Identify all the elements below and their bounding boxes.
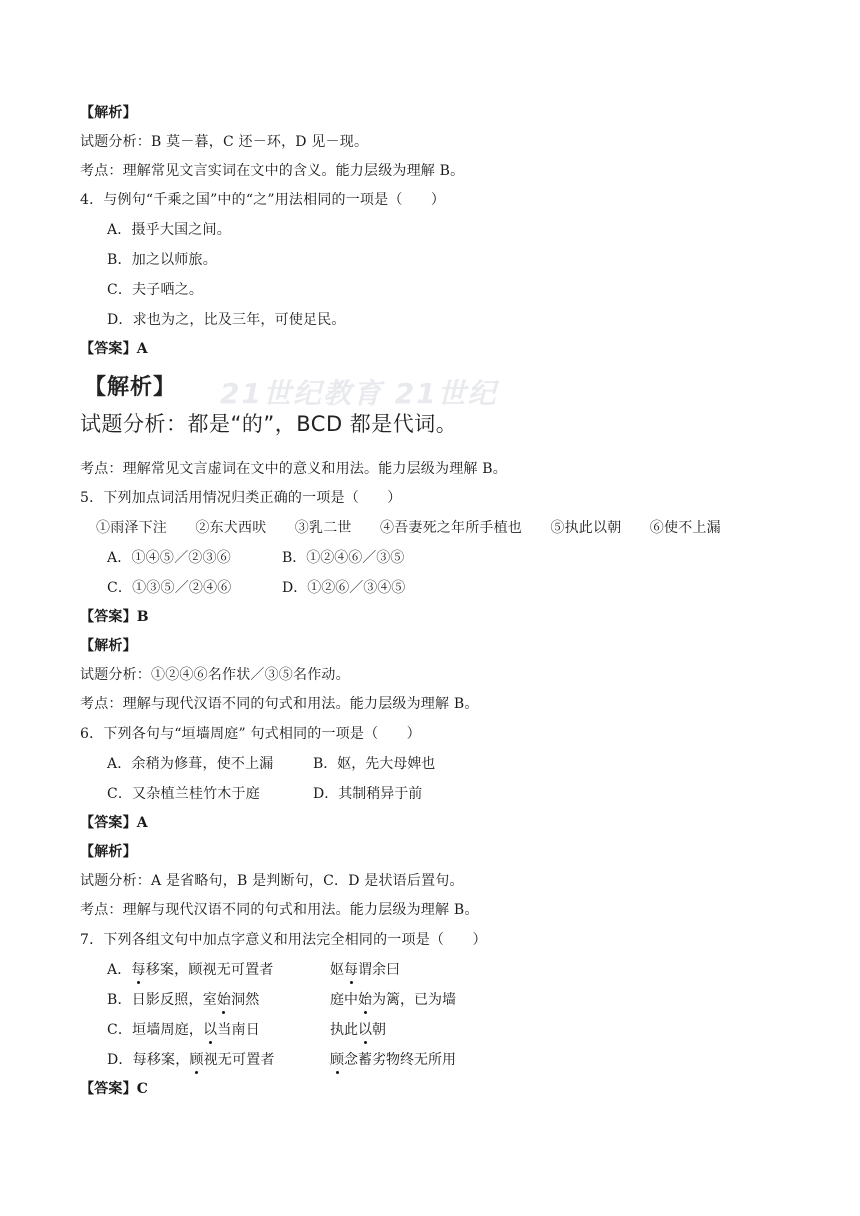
image-analysis-heading: 【解析】 xyxy=(84,375,177,400)
analysis-image xyxy=(80,368,540,442)
dotted-character: 顾 xyxy=(330,1052,344,1068)
question-5-option-b: B．①②④⑥／③⑤ xyxy=(282,550,405,566)
question-7-option-a: A．每移案，顾视无可置者 xyxy=(107,962,274,978)
watermark-logo: 21世纪教育 21世纪 xyxy=(220,377,498,410)
question-5-option-c: C．①③⑤／②④⑥ xyxy=(107,580,232,596)
analysis-text: 试题分析：A 是省略句，B 是判断句，C．D 是状语后置句。 xyxy=(80,873,464,889)
dotted-character: 以 xyxy=(358,1022,372,1038)
question-4-option-c: C．夫子哂之。 xyxy=(107,282,204,298)
question-4-option-d: D．求也为之，比及三年，可使足民。 xyxy=(107,312,346,328)
question-6-option-a: A．余稍为修葺，使不上漏 xyxy=(107,756,274,772)
answer-4: 【答案】A xyxy=(80,341,148,357)
dotted-character: 每 xyxy=(344,962,358,978)
question-7-option-b-pair: 庭中始为篱，已为墙 xyxy=(330,992,456,1008)
question-6: 6．下列各句与“垣墙周庭” 句式相同的一项是（ ） xyxy=(80,726,421,742)
dotted-character: 始 xyxy=(216,992,232,1008)
analysis-text: 试题分析：B 莫－暮，C 还－环，D 见－现。 xyxy=(80,134,369,150)
analysis-heading: 【解析】 xyxy=(80,638,137,654)
question-4: 4．与例句“千乘之国”中的“之”用法相同的一项是（ ） xyxy=(80,192,446,208)
analysis-heading: 【解析】 xyxy=(80,844,137,860)
question-5-items: ①雨泽下注 ②东犬西吠 ③乳二世 ④吾妻死之年所手植也 ⑤执此以朝 ⑥使不上漏 xyxy=(96,520,721,536)
question-4-option-b: B．加之以师旅。 xyxy=(107,252,217,268)
key-point-text: 考点：理解与现代汉语不同的句式和用法。能力层级为理解 B。 xyxy=(80,902,479,918)
analysis-heading: 【解析】 xyxy=(80,105,137,121)
question-7-option-a-pair: 妪每谓余曰 xyxy=(330,962,400,978)
image-analysis-text: 试题分析：都是“的”，BCD 都是代词。 xyxy=(80,412,458,436)
question-4-option-a: A．摄乎大国之间。 xyxy=(107,222,231,238)
question-7-option-d: D．每移案，顾视无可置者 xyxy=(107,1052,275,1068)
question-5-option-d: D．①②⑥／③④⑤ xyxy=(282,580,406,596)
question-7: 7．下列各组文句中加点字意义和用法完全相同的一项是（ ） xyxy=(80,932,487,948)
key-point-text: 考点：理解与现代汉语不同的句式和用法。能力层级为理解 B。 xyxy=(80,696,479,712)
key-point-text: 考点：理解常见文言实词在文中的含义。能力层级为理解 B。 xyxy=(80,163,465,179)
key-point-text: 考点：理解常见文言虚词在文中的意义和用法。能力层级为理解 B。 xyxy=(80,461,507,477)
dotted-character: 始 xyxy=(358,992,372,1008)
question-7-option-c-pair: 执此以朝 xyxy=(330,1022,386,1038)
question-6-option-b: B．妪，先大母婢也 xyxy=(313,756,436,772)
answer-5: 【答案】B xyxy=(80,609,149,625)
question-7-option-b: B．日影反照，室始洞然 xyxy=(107,992,260,1008)
dotted-character: 以 xyxy=(203,1022,218,1038)
question-6-option-c: C．又杂植兰桂竹木于庭 xyxy=(107,786,260,802)
question-7-option-c: C．垣墙周庭，以当南日 xyxy=(107,1022,260,1038)
answer-7: 【答案】C xyxy=(80,1081,149,1097)
dotted-character: 顾 xyxy=(189,1052,204,1068)
analysis-text: 试题分析：①②④⑥名作状／③⑤名作动。 xyxy=(80,667,350,683)
answer-6: 【答案】A xyxy=(80,815,148,831)
question-7-option-d-pair: 顾念蓄劣物终无所用 xyxy=(330,1052,456,1068)
question-5: 5．下列加点词活用情况归类正确的一项是（ ） xyxy=(80,490,402,506)
question-6-option-d: D．其制稍异于前 xyxy=(313,786,423,802)
question-5-option-a: A．①④⑤／②③⑥ xyxy=(107,550,231,566)
dotted-character: 每 xyxy=(131,962,146,978)
